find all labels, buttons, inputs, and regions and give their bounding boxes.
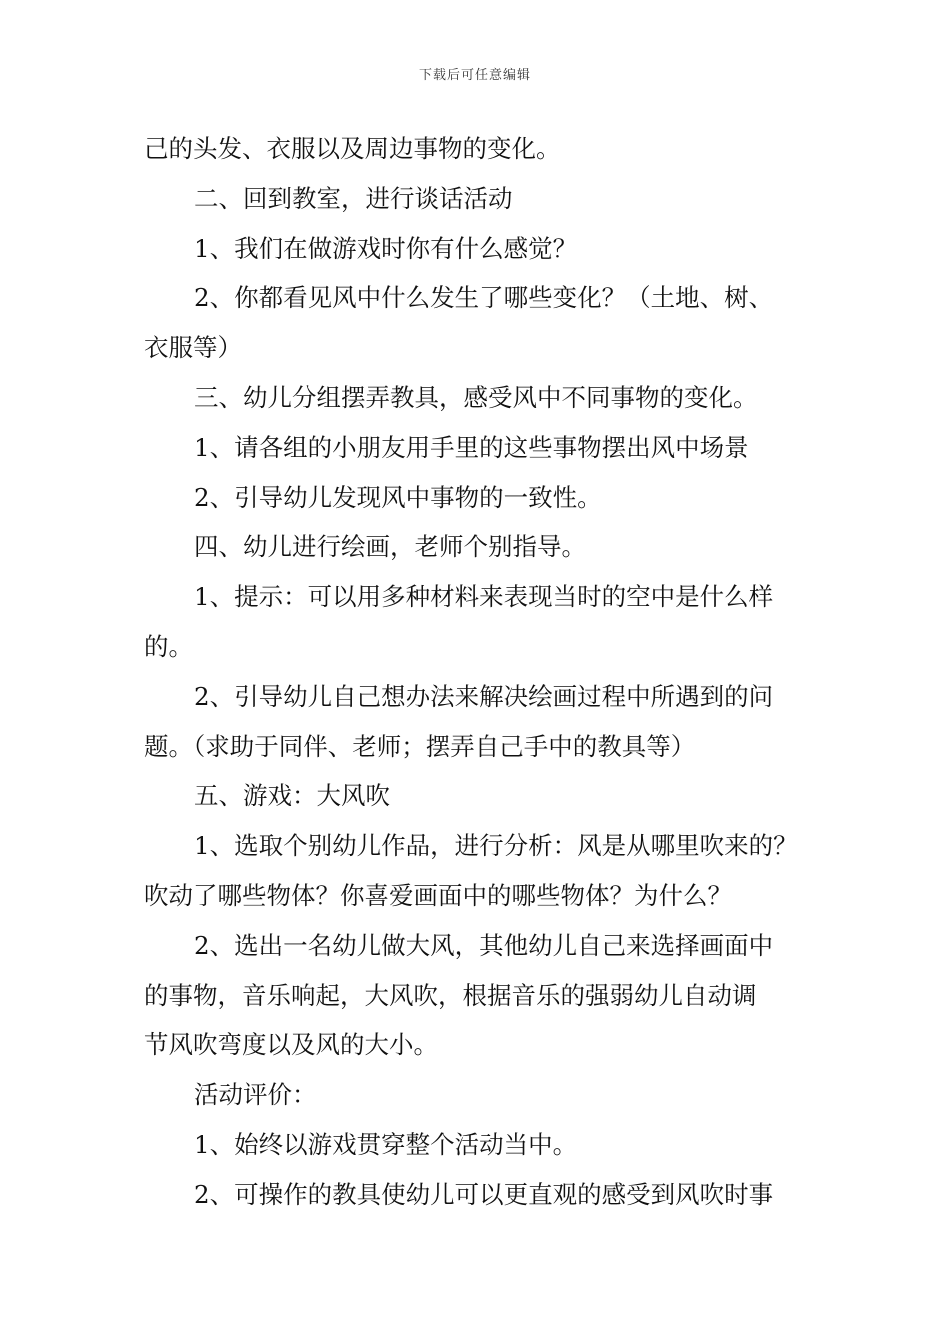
text-line: 题。（求助于同伴、老师；摆弄自己手中的教具等）	[144, 731, 696, 761]
text-line: 己的头发、衣服以及周边事物的变化。	[144, 134, 561, 163]
text-line: 活动评价：	[194, 1080, 317, 1110]
text-line: 2、可操作的教具使幼儿可以更直观的感受到风吹时事	[194, 1179, 774, 1209]
text-line: 2、你都看见风中什么发生了哪些变化？（土地、树、	[194, 283, 774, 313]
text-line: 1、始终以游戏贯穿整个活动当中。	[194, 1129, 578, 1159]
text-line: 五、游戏：大风吹	[194, 781, 390, 811]
text-line: 吹动了哪些物体？你喜爱画面中的哪些物体？为什么？	[144, 880, 732, 910]
document-body	[144, 124, 834, 1220]
text-line: 2、引导幼儿发现风中事物的一致性。	[194, 482, 602, 512]
text-line: 二、回到教室，进行谈话活动	[194, 183, 513, 213]
text-line: 三、幼儿分组摆弄教具，感受风中不同事物的变化。	[194, 382, 758, 412]
text-line: 1、请各组的小朋友用手里的这些事物摆出风中场景	[194, 432, 749, 462]
text-line: 1、选取个别幼儿作品，进行分析：风是从哪里吹来的？	[194, 831, 798, 861]
text-line: 的。	[144, 631, 193, 661]
text-line: 的事物，音乐响起，大风吹，根据音乐的强弱幼儿自动调	[144, 980, 757, 1010]
text-line: 1、提示：可以用多种材料来表现当时的空中是什么样	[194, 582, 774, 612]
text-line: 2、引导幼儿自己想办法来解决绘画过程中所遇到的问	[194, 681, 774, 711]
text-line: 衣服等）	[144, 333, 242, 363]
text-line: 2、选出一名幼儿做大风，其他幼儿自己来选择画面中	[194, 930, 774, 960]
page-header: 下载后可任意编辑	[418, 68, 531, 83]
text-line: 1、我们在做游戏时你有什么感觉？	[194, 233, 578, 263]
text-line: 节风吹弯度以及风的大小。	[144, 1030, 438, 1060]
text-line: 四、幼儿进行绘画，老师个别指导。	[194, 532, 586, 562]
